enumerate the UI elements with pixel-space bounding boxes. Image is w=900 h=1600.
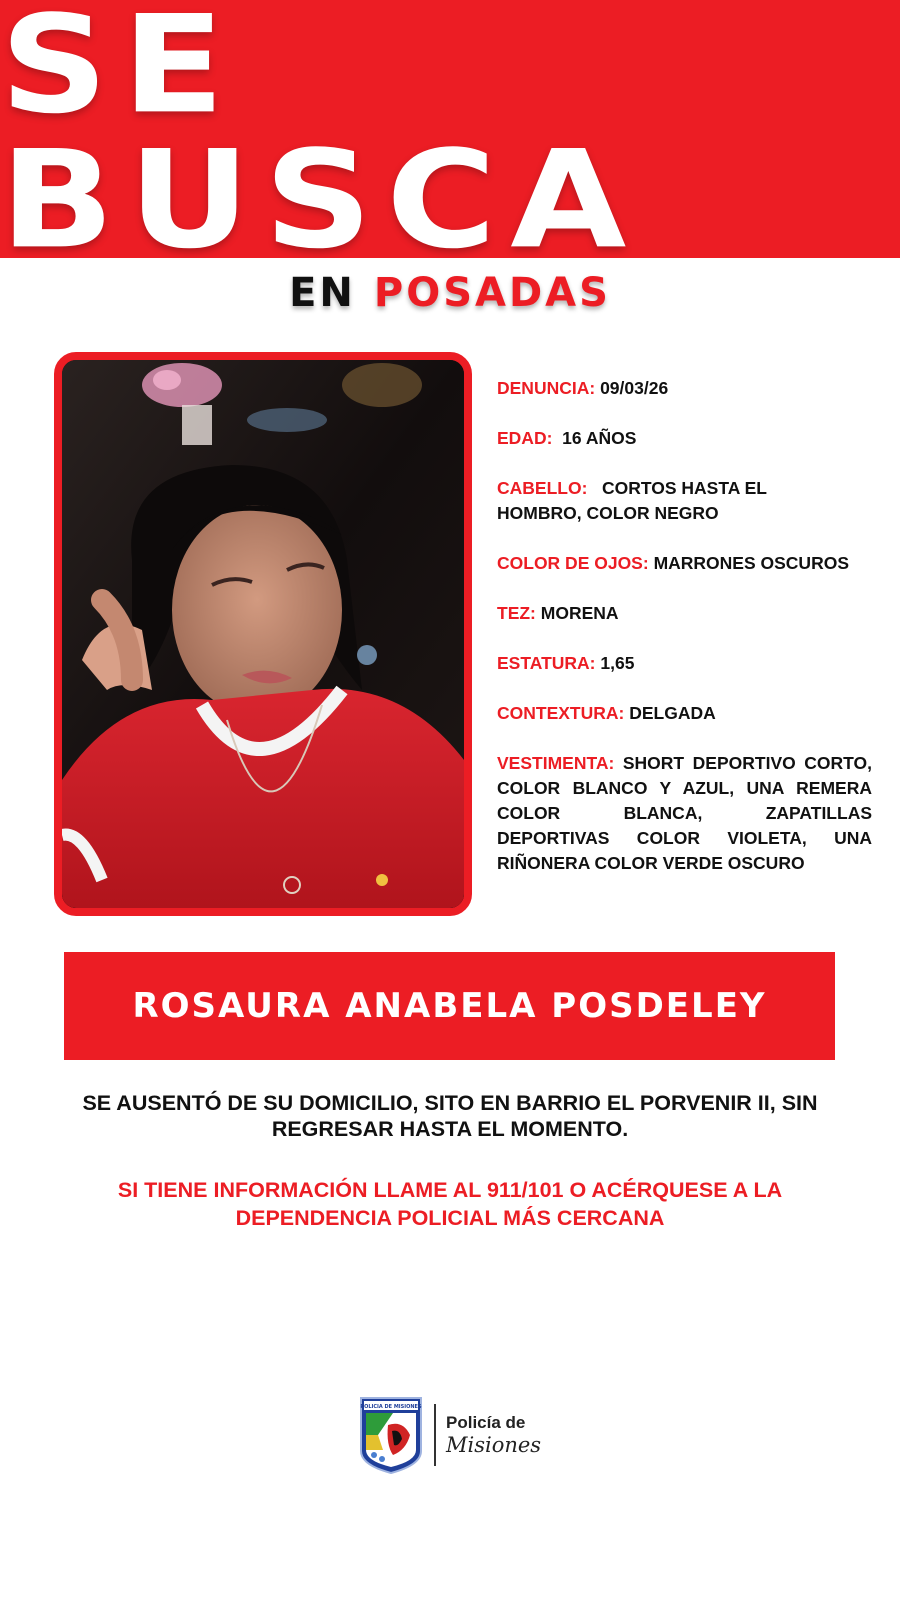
logo-line-1: Policía de xyxy=(446,1413,526,1432)
detail-value: MORENA xyxy=(540,603,619,623)
detail-label: EDAD: xyxy=(497,428,553,448)
detail-edad xyxy=(497,426,872,451)
detail-value: MARRONES OSCUROS xyxy=(653,553,849,573)
detail-value: SHORT DEPORTIVO CORTO, COLOR BLANCO Y AZUL, UNA REMERA COLOR BLANCA, ZAPATILLAS DEPORTIVAS COLOR VIOLETA, UNA RIÑONERA COLOR VERDE OSCURO xyxy=(497,753,872,873)
detail-vestimenta xyxy=(497,751,872,876)
detail-value: 1,65 xyxy=(600,653,635,673)
header-banner xyxy=(0,0,900,279)
missing-person-photo xyxy=(54,352,472,916)
police-logo xyxy=(358,1394,548,1476)
contact-instructions: SI TIENE INFORMACIÓN LLAME AL 911/101 O ACÉRQUESE A LA DEPENDENCIA POLICIAL MÁS CERCANA xyxy=(117,1178,783,1230)
detail-label: VESTIMENTA: xyxy=(497,753,615,773)
detail-contextura xyxy=(497,701,872,726)
detail-value: DELGADA xyxy=(629,703,716,723)
detail-label: TEZ: xyxy=(497,603,536,623)
person-name: ROSAURA ANABELA POSDELEY xyxy=(132,986,767,1026)
logo-wordmark xyxy=(446,1414,541,1456)
detail-label: ESTATURA: xyxy=(497,653,596,673)
detail-denuncia xyxy=(497,376,872,401)
detail-label: DENUNCIA: xyxy=(497,378,596,398)
detail-label: COLOR DE OJOS: xyxy=(497,553,649,573)
name-banner xyxy=(64,952,835,1060)
poster-title: SE BUSCA xyxy=(0,0,641,279)
location-subtitle xyxy=(0,268,900,318)
detail-cabello xyxy=(497,476,787,526)
logo-line-2: Misiones xyxy=(446,1433,542,1457)
detail-label: CABELLO: xyxy=(497,478,588,498)
detail-ojos xyxy=(497,551,872,576)
detail-estatura xyxy=(497,651,872,676)
location-prefix: EN xyxy=(289,270,356,316)
detail-value: 16 AÑOS xyxy=(562,428,637,448)
detail-value: 09/03/26 xyxy=(600,378,669,398)
location-city: POSADAS xyxy=(373,270,611,316)
portrait-image xyxy=(62,360,464,908)
police-shield-icon xyxy=(358,1395,424,1475)
shield-lettering: POLICIA DE MISIONES xyxy=(360,1404,422,1410)
logo-divider xyxy=(434,1404,436,1466)
detail-value: CORTOS HASTA EL HOMBRO, COLOR NEGRO xyxy=(497,478,767,523)
detail-tez xyxy=(497,601,872,626)
detail-label: CONTEXTURA: xyxy=(497,703,625,723)
disappearance-statement: SE AUSENTÓ DE SU DOMICILIO, SITO EN BARRIO EL PORVENIR II, SIN REGRESAR HASTA EL MOMENTO. xyxy=(82,1091,818,1141)
